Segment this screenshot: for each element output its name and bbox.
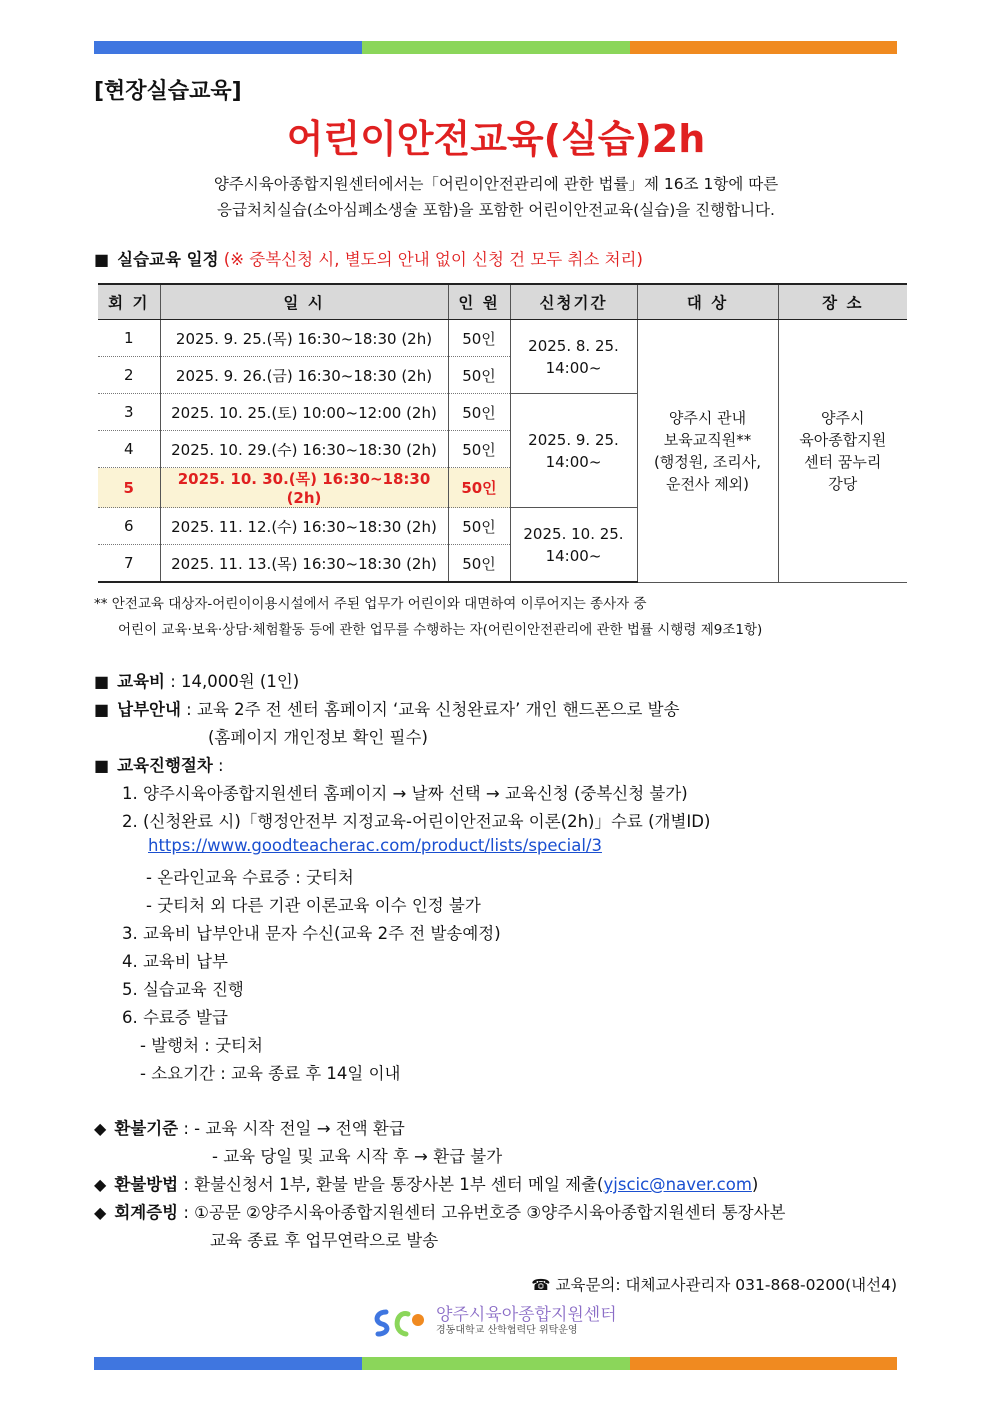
col-venue: 장 소: [778, 284, 907, 320]
square-bullet-icon: ■: [94, 756, 110, 775]
refund-method-line: ◆ 환불방법 : 환불신청서 1부, 환불 받을 통장사본 1부 센터 메일 제출(yjscic@naver.com): [94, 1175, 759, 1194]
table-row: 2 2025. 9. 26.(금) 16:30~18:30 (2h) 50인: [98, 357, 907, 394]
table-row: 3 2025. 10. 25.(토) 10:00~12:00 (2h) 50인 2025. 9. 25. 14:00~: [98, 394, 907, 431]
application-period: 2025. 10. 25. 14:00~: [510, 508, 637, 583]
col-capacity: 인 원: [448, 284, 510, 320]
bottom-color-stripe: [94, 1357, 897, 1370]
accounting-line: ◆ 회계증빙 : ①공문 ②양주시육아종합지원센터 고유번호증 ③양주시육아종합지원센터 통장사본: [94, 1203, 786, 1222]
contact-info: ☎ 교육문의: 대체교사관리자 031-868-0200(내선4): [531, 1276, 897, 1294]
refund-line: ◆ 환불기준 : - 교육 시작 전일 → 전액 환급: [94, 1119, 405, 1138]
procedure-step-2: 2. (신청완료 시)「행정안전부 지정교육-어린이안전교육 이론(2h)」수료 (개별ID): [122, 812, 711, 831]
col-datetime: 일 시: [160, 284, 448, 320]
target-cell: 양주시 관내 보육교직원** (행정원, 조리사, 운전사 제외): [637, 320, 778, 583]
duplicate-warning: (※ 중복신청 시, 별도의 안내 없이 신청 건 모두 취소 처리): [223, 250, 643, 269]
diamond-bullet-icon: ◆: [94, 1175, 107, 1194]
procedure-step-3: 3. 교육비 납부안내 문자 수신(교육 2주 전 발송예정): [122, 924, 501, 943]
schedule-table: [98, 283, 907, 583]
table-row: 7 2025. 11. 13.(목) 16:30~18:30 (2h) 50인: [98, 545, 907, 583]
application-period: 2025. 8. 25. 14:00~: [510, 320, 637, 394]
procedure-sub-3: - 발행처 : 굿티처: [140, 1036, 263, 1055]
goodteacher-link[interactable]: https://www.goodteacherac.com/product/lists/special/3: [148, 836, 602, 855]
table-row-highlighted: 5 2025. 10. 30.(목) 16:30~18:30 (2h) 50인: [98, 468, 907, 508]
col-session: 회 기: [98, 284, 160, 320]
org-name: 양주시육아종합지원센터: [436, 1305, 617, 1325]
telephone-icon: ☎: [531, 1276, 551, 1294]
target-note-1: ** 안전교육 대상자-어린이이용시설에서 주된 업무가 어린이와 대면하여 이루어지는 종사자 중: [94, 596, 647, 612]
procedure-step-5: 5. 실습교육 진행: [122, 980, 244, 999]
procedure-sub-4: - 소요기간 : 교육 종료 후 14일 이내: [140, 1064, 401, 1083]
header-tag: [현장실습교육]: [94, 79, 242, 104]
diamond-bullet-icon: ◆: [94, 1119, 107, 1138]
intro-line-1: 양주시육아종합지원센터에서는「어린이안전관리에 관한 법률」제 16조 1항에 따른: [213, 175, 779, 193]
email-link[interactable]: yjscic@naver.com: [603, 1175, 752, 1194]
col-target: 대 상: [637, 284, 778, 320]
top-color-stripe: [94, 41, 897, 54]
procedure-heading: ■ 교육진행절차 :: [94, 756, 224, 775]
payment-line: ■ 납부안내 : 교육 2주 전 센터 홈페이지 ‘교육 신청완료자’ 개인 핸드폰으로 발송: [94, 700, 680, 719]
table-row: 4 2025. 10. 29.(수) 16:30~18:30 (2h) 50인: [98, 431, 907, 468]
procedure-step-6: 6. 수료증 발급: [122, 1008, 228, 1027]
col-period: 신청기간: [510, 284, 637, 320]
table-row: 6 2025. 11. 12.(수) 16:30~18:30 (2h) 50인 2025. 10. 25. 14:00~: [98, 508, 907, 545]
payment-line-2: (홈페이지 개인정보 확인 필수): [208, 728, 428, 747]
target-note-2: 어린이 교육·보육·상담·체험활동 등에 관한 업무를 수행하는 자(어린이안전관리에 관한 법률 시행령 제9조1항): [118, 622, 763, 638]
procedure-sub-2: - 굿티처 외 다른 기관 이론교육 이수 인정 불가: [146, 896, 481, 915]
logo-mark-icon: [372, 1306, 430, 1338]
schedule-heading: ■ 실습교육 일정 (※ 중복신청 시, 별도의 안내 없이 신청 건 모두 취소 처리): [94, 250, 643, 269]
table-header-row: [98, 284, 907, 320]
procedure-sub-1: - 온라인교육 수료증 : 굿티처: [146, 868, 354, 887]
diamond-bullet-icon: ◆: [94, 1203, 107, 1222]
accounting-line-2: 교육 종료 후 업무연락으로 발송: [210, 1231, 439, 1250]
square-bullet-icon: ■: [94, 700, 110, 719]
page-title: 어린이안전교육(실습)2h: [286, 117, 706, 161]
square-bullet-icon: ■: [94, 250, 110, 269]
fee-line: ■ 교육비 : 14,000원 (1인): [94, 672, 300, 691]
square-bullet-icon: ■: [94, 672, 110, 691]
venue-cell: 양주시 육아종합지원 센터 꿈누리 강당: [778, 320, 907, 583]
procedure-step-4: 4. 교육비 납부: [122, 952, 228, 971]
intro-line-2: 응급처치실습(소아심폐소생술 포함)을 포함한 어린이안전교육(실습)을 진행합니다.: [217, 201, 775, 219]
org-sub: 경동대학교 산학협력단 위탁운영: [436, 1325, 578, 1336]
procedure-step-1: 1. 양주시육아종합지원센터 홈페이지 → 날짜 선택 → 교육신청 (중복신청 불가): [122, 784, 688, 803]
org-logo: [372, 1306, 617, 1338]
refund-line-2: - 교육 당일 및 교육 시작 후 → 환급 불가: [212, 1147, 503, 1166]
table-row: 1 2025. 9. 25.(목) 16:30~18:30 (2h) 50인 2025. 8. 25. 14:00~ 양주시 관내 보육교직원** (행정원, 조리사, 운전사 제외) 양주시 육아종합지원 센터 꿈누리 강당: [98, 320, 907, 357]
application-period: 2025. 9. 25. 14:00~: [510, 394, 637, 508]
